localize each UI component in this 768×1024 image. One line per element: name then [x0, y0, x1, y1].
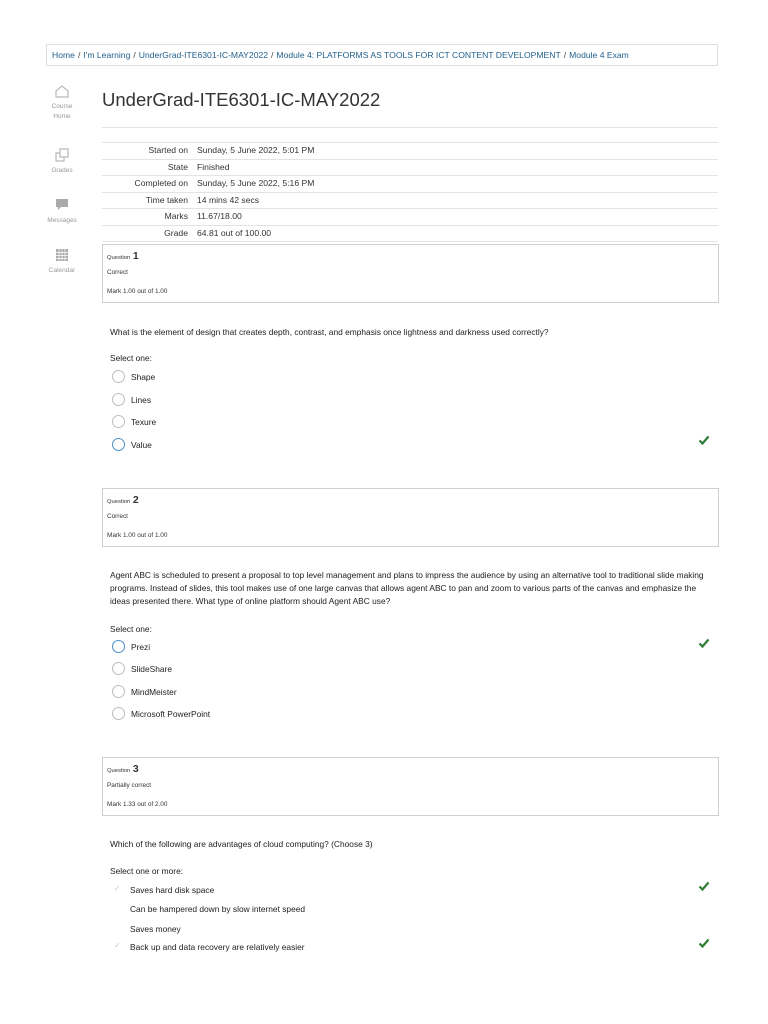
radio-button[interactable] [112, 393, 125, 406]
summary-label: Time taken [145, 194, 188, 205]
question-text: Agent ABC is scheduled to present a proposal to top level management and plans to impress the audience by using an alternative tool to traditional slide making programs. Instead of slides, this tool makes use of one large canvas that allows agent ABC to pan and zoom to various parts of the canvas and emphasize the ideas presented there. What type of online platform should Agent ABC use? [110, 570, 704, 606]
attempt-summary-table [102, 142, 718, 242]
summary-label: Grade [164, 227, 188, 238]
page-title: UnderGrad-ITE6301-IC-MAY2022 [102, 89, 381, 110]
answer-prompt: Select one or more: [110, 866, 184, 876]
nav-messages-label: Messages [47, 217, 77, 224]
answer-prompt: Select one: [110, 353, 152, 363]
answer-prompt: Select one: [110, 624, 152, 634]
summary-row [102, 159, 718, 176]
checkbox-option-label: Saves hard disk space [130, 885, 215, 895]
correct-check-icon [698, 434, 710, 446]
nav-grades[interactable] [42, 147, 82, 176]
question-number [107, 250, 139, 262]
correct-check-icon [698, 937, 710, 949]
question-number [107, 763, 139, 775]
question-mark: Mark 1.33 out of 2.00 [107, 801, 168, 808]
question-info-box [102, 757, 719, 816]
answer-option-label: Value [131, 440, 152, 450]
nav-calendar-label: Calendar [48, 267, 76, 274]
breadcrumb-course-link[interactable]: UnderGrad-ITE6301-IC-MAY2022 [138, 50, 269, 60]
question-text: Which of the following are advantages of cloud computing? (Choose 3) [110, 839, 373, 849]
question-label: Question [107, 255, 131, 261]
question-label: Question [107, 499, 131, 505]
question-number-value: 2 [132, 494, 139, 506]
radio-button[interactable] [112, 415, 125, 428]
radio-button-selected[interactable] [112, 438, 125, 451]
summary-label: Started on [148, 145, 188, 155]
checkbox-option-label: Can be hampered down by slow internet speed [130, 904, 306, 914]
summary-row [102, 142, 718, 159]
answer-option-label: SlideShare [131, 664, 172, 674]
answer-option-label: Lines [131, 395, 152, 405]
checked-tick-icon: ✓ [114, 884, 121, 893]
question-number-value: 1 [132, 250, 139, 262]
radio-button[interactable] [112, 662, 125, 675]
summary-row [102, 192, 718, 209]
question-label: Question [107, 768, 131, 774]
breadcrumb-separator: / [133, 50, 136, 60]
question-mark: Mark 1.00 out of 1.00 [107, 288, 168, 295]
summary-label: Completed on [134, 178, 188, 188]
answer-option-label: Prezi [131, 642, 151, 652]
answer-option-label: Texure [131, 417, 157, 427]
checkbox-option-label: Back up and data recovery are relatively easier [130, 942, 305, 952]
breadcrumb-module-link[interactable]: Module 4: PLATFORMS AS TOOLS FOR ICT CONTENT DEVELOPMENT [276, 50, 561, 60]
nav-course-home-label: Course [51, 103, 73, 110]
correct-check-icon [698, 880, 710, 892]
divider [102, 127, 718, 128]
calendar-icon [54, 247, 70, 262]
breadcrumb-exam-link[interactable]: Module 4 Exam [569, 50, 629, 60]
summary-value: Finished [197, 161, 230, 172]
chat-icon [54, 197, 70, 212]
question-status: Correct [107, 513, 128, 520]
summary-value: 11.67/18.00 [197, 211, 242, 221]
correct-check-icon [698, 637, 710, 649]
breadcrumb-home-link[interactable]: Home [52, 50, 75, 60]
question-status: Correct [107, 269, 128, 276]
question-number-value: 3 [132, 763, 139, 775]
summary-row [102, 208, 718, 225]
radio-button-selected[interactable] [112, 640, 125, 653]
breadcrumb-learning-link[interactable]: I'm Learning [83, 50, 131, 60]
nav-calendar[interactable] [42, 247, 82, 276]
summary-label: State [167, 161, 188, 172]
breadcrumb-separator: / [563, 50, 567, 60]
breadcrumb-separator: / [271, 50, 274, 60]
breadcrumb [46, 44, 718, 66]
breadcrumb-separator: / [77, 50, 81, 60]
checkbox-option-label: Saves money [130, 924, 181, 934]
summary-value: Sunday, 5 June 2022, 5:01 PM [197, 145, 315, 155]
answer-option-label: MindMeister [131, 687, 177, 697]
radio-button[interactable] [112, 707, 125, 720]
question-info-box [102, 244, 719, 303]
radio-button[interactable] [112, 370, 125, 383]
summary-label: Marks [164, 211, 188, 221]
question-mark: Mark 1.00 out of 1.00 [107, 532, 168, 539]
question-number [107, 494, 139, 506]
summary-value: Sunday, 5 June 2022, 5:16 PM [197, 178, 315, 188]
radio-button[interactable] [112, 685, 125, 698]
grades-icon [54, 147, 70, 162]
nav-course-home-label: Home [53, 113, 71, 120]
summary-row [102, 225, 718, 243]
answer-option-label: Microsoft PowerPoint [131, 709, 211, 719]
question-text: What is the element of design that creates depth, contrast, and emphasis once lightness and darkness used correctly? [110, 327, 549, 337]
home-icon [54, 84, 70, 98]
summary-value: 64.81 out of 100.00 [197, 227, 272, 238]
question-info-box [102, 488, 719, 547]
summary-value: 14 mins 42 secs [197, 194, 260, 205]
answer-option-label: Shape [131, 372, 156, 382]
nav-grades-label: Grades [51, 167, 73, 174]
nav-course-home[interactable] [42, 84, 82, 122]
question-status: Partially correct [107, 782, 152, 789]
summary-row [102, 175, 718, 192]
checked-tick-icon: ✓ [114, 941, 121, 950]
nav-messages[interactable] [42, 197, 82, 226]
